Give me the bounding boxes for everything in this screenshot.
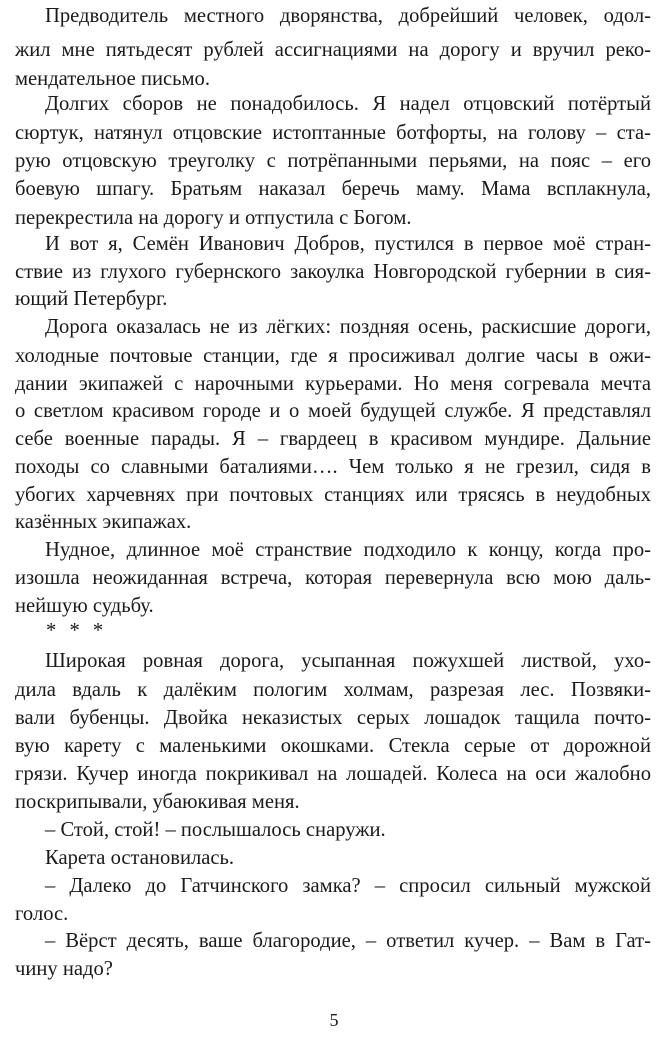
text-line: казённых экипажах. — [15, 511, 192, 533]
text-line: вую карету с маленькими окошками. Стекла серые от дорожной — [15, 735, 651, 757]
text-line: жил мне пятьдесят рублей ассигнациями на дорогу и вручил реко- — [15, 39, 651, 61]
text-line: Широкая ровная дорога, усыпанная пожухшей листвой, ухо- — [45, 650, 651, 672]
text-line: изошла неожиданная встреча, которая перевернула всю мою даль- — [15, 567, 651, 589]
text-line: перекрестила на дорогу и отпустила с Богом. — [15, 207, 412, 229]
text-line: ющий Петербург. — [15, 288, 168, 310]
text-line: холодные почтовые станции, где я просиживал долгие часы в ожи- — [15, 345, 651, 367]
text-line: дила вдаль к далёким пологим холмам, разрезая лес. Позвяки- — [15, 679, 651, 701]
text-line: походы со славными баталиями…. Чем только я не грезил, сидя в — [15, 456, 651, 478]
section-separator: * * * — [46, 620, 108, 642]
text-line: Карета остановилась. — [45, 847, 235, 869]
text-line: себе военные парады. Я – гвардеец в красивом мундире. Дальние — [15, 428, 651, 450]
text-line: – Далеко до Гатчинского замка? – спросил сильный мужской — [45, 875, 651, 897]
text-line: – Вёрст десять, ваше благородие, – ответил кучер. – Вам в Гат- — [45, 930, 651, 952]
text-line: мендательное письмо. — [15, 68, 210, 90]
text-line: нейшую судьбу. — [15, 595, 154, 617]
text-line: сюртук, натянул отцовские истоптанные ботфорты, на голову – ста- — [15, 122, 651, 144]
text-line: рую отцовскую треуголку с потрёпанными перьями, на пояс – его — [15, 150, 651, 172]
text-line: И вот я, Семён Иванович Добров, пустился в первое моё стран- — [45, 233, 651, 255]
text-line: ствие из глухого губернского закоулка Новгородской губернии в сия- — [15, 261, 651, 283]
text-line: вали бубенцы. Двойка неказистых серых лошадок тащила почто- — [15, 707, 651, 729]
text-line: боевую шпагу. Братьям наказал беречь маму. Мама всплакнула, — [15, 178, 651, 200]
text-line: чину надо? — [15, 958, 113, 980]
text-line: о светлом красивом городе и о моей будущей службе. Я представлял — [15, 400, 651, 422]
text-line: – Стой, стой! – послышалось снаружи. — [45, 819, 386, 841]
text-line: грязи. Кучер иногда покрикивал на лошадей. Колеса на оси жалобно — [15, 763, 651, 785]
text-line: Дорога оказалась не из лёгких: поздняя осень, раскисшие дороги, — [45, 316, 651, 338]
text-line: Предводитель местного дворянства, добрейший человек, одол- — [45, 5, 651, 27]
text-line: дании экипажей с нарочными курьерами. Но меня согревала мечта — [15, 373, 651, 395]
text-line: Долгих сборов не понадобилось. Я надел отцовский потёртый — [45, 93, 651, 115]
page-number: 5 — [329, 1010, 339, 1030]
text-line: Нудное, длинное моё странствие подходило к концу, когда про- — [45, 539, 651, 561]
text-line: поскрипывали, убаюкивая меня. — [15, 791, 300, 813]
text-line: убогих харчевнях при почтовых станциях или трясясь в неудобных — [15, 484, 651, 506]
text-line: голос. — [15, 903, 69, 925]
